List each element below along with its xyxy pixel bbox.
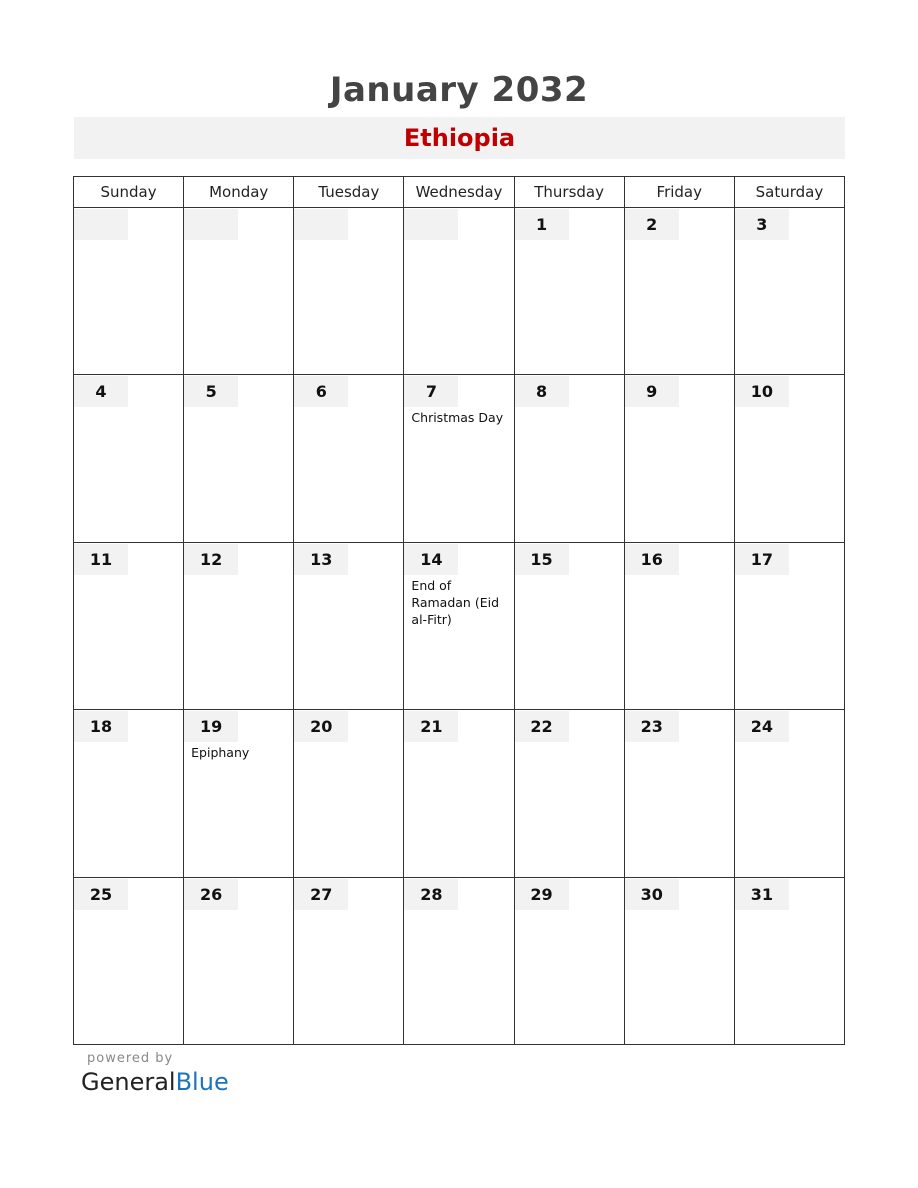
day-number — [404, 209, 458, 240]
day-cell — [294, 208, 404, 375]
day-number: 1 — [515, 209, 569, 240]
day-cell — [624, 710, 734, 877]
day-number: 9 — [625, 376, 679, 407]
day-cell — [404, 542, 514, 709]
day-cell — [404, 208, 514, 375]
week-row — [74, 877, 845, 1044]
day-cell — [624, 877, 734, 1044]
powered-by-label: powered by — [87, 1051, 174, 1066]
day-cell — [294, 375, 404, 542]
weekday-header: Monday — [184, 177, 294, 208]
holiday-label — [184, 575, 293, 577]
holiday-label — [625, 240, 734, 242]
day-number: 3 — [735, 209, 789, 240]
day-number: 10 — [735, 376, 789, 407]
calendar-title: January 2032 — [329, 70, 589, 110]
day-cell — [74, 710, 184, 877]
holiday-label — [735, 910, 844, 912]
day-number: 2 — [625, 209, 679, 240]
logo-text-general: General — [81, 1068, 176, 1096]
day-cell — [734, 542, 844, 709]
day-number: 12 — [184, 544, 238, 575]
holiday-label — [404, 910, 513, 912]
holiday-label — [294, 910, 403, 912]
weekday-header: Friday — [624, 177, 734, 208]
holiday-label — [294, 240, 403, 242]
calendar-grid — [73, 176, 845, 1045]
day-cell — [184, 208, 294, 375]
day-cell — [74, 208, 184, 375]
day-cell — [404, 710, 514, 877]
holiday-label: End of Ramadan (Eid al-Fitr) — [411, 577, 500, 627]
weekday-header: Sunday — [74, 177, 184, 208]
holiday-label — [515, 407, 624, 409]
day-number: 28 — [404, 879, 458, 910]
day-number: 21 — [404, 711, 458, 742]
day-number: 11 — [74, 544, 128, 575]
holiday-label — [184, 910, 293, 912]
holiday-label — [184, 407, 293, 409]
day-number: 26 — [184, 879, 238, 910]
holiday-label — [735, 407, 844, 409]
day-number — [74, 209, 128, 240]
day-cell — [184, 877, 294, 1044]
day-number: 6 — [294, 376, 348, 407]
generalblue-logo[interactable] — [81, 1068, 229, 1096]
day-number — [294, 209, 348, 240]
holiday-label — [74, 910, 183, 912]
logo-text-blue: Blue — [175, 1068, 229, 1096]
holiday-label — [735, 742, 844, 744]
country-name: Ethiopia — [403, 124, 516, 152]
weekday-header: Tuesday — [294, 177, 404, 208]
weekday-header: Thursday — [514, 177, 624, 208]
holiday-label: Christmas Day — [411, 410, 504, 426]
day-number: 22 — [515, 711, 569, 742]
holiday-label — [515, 910, 624, 912]
day-cell — [734, 710, 844, 877]
day-number: 23 — [625, 711, 679, 742]
day-number: 16 — [625, 544, 679, 575]
week-row — [74, 710, 845, 877]
holiday-label — [294, 407, 403, 409]
day-number — [184, 209, 238, 240]
week-row — [74, 542, 845, 709]
holiday-label — [74, 575, 183, 577]
holiday-label — [515, 575, 624, 577]
day-cell — [514, 542, 624, 709]
day-cell — [734, 375, 844, 542]
day-cell — [184, 375, 294, 542]
day-number: 7 — [404, 376, 458, 407]
country-banner — [74, 117, 845, 159]
day-number: 20 — [294, 711, 348, 742]
holiday-label — [735, 575, 844, 577]
day-number: 5 — [184, 376, 238, 407]
day-cell — [514, 375, 624, 542]
holiday-label — [184, 240, 293, 242]
weekday-header: Saturday — [734, 177, 844, 208]
day-cell — [514, 208, 624, 375]
day-cell — [294, 877, 404, 1044]
holiday-label — [735, 240, 844, 242]
day-number: 8 — [515, 376, 569, 407]
day-cell — [734, 877, 844, 1044]
holiday-label — [74, 742, 183, 744]
holiday-label — [294, 575, 403, 577]
day-cell — [404, 375, 514, 542]
day-number: 15 — [515, 544, 569, 575]
day-number: 19 — [184, 711, 238, 742]
holiday-label — [404, 240, 513, 242]
day-number: 24 — [735, 711, 789, 742]
day-cell — [734, 208, 844, 375]
day-number: 30 — [625, 879, 679, 910]
day-cell — [404, 877, 514, 1044]
day-cell — [624, 542, 734, 709]
weekday-header: Wednesday — [404, 177, 514, 208]
holiday-label: Epiphany — [191, 745, 250, 761]
holiday-label — [515, 742, 624, 744]
week-row — [74, 375, 845, 542]
day-cell — [514, 710, 624, 877]
day-cell — [624, 208, 734, 375]
day-number: 29 — [515, 879, 569, 910]
holiday-label — [74, 407, 183, 409]
holiday-label — [74, 240, 183, 242]
day-number: 13 — [294, 544, 348, 575]
holiday-label — [625, 910, 734, 912]
day-cell — [74, 877, 184, 1044]
day-cell — [184, 542, 294, 709]
holiday-label — [294, 742, 403, 744]
day-number: 31 — [735, 879, 789, 910]
day-number: 17 — [735, 544, 789, 575]
day-number: 18 — [74, 711, 128, 742]
holiday-label — [404, 742, 513, 744]
day-cell — [294, 542, 404, 709]
day-cell — [184, 710, 294, 877]
holiday-label — [515, 240, 624, 242]
holiday-label — [625, 575, 734, 577]
day-number: 4 — [74, 376, 128, 407]
holiday-label — [625, 407, 734, 409]
day-cell — [294, 710, 404, 877]
weekday-header-row — [74, 177, 845, 208]
day-number: 14 — [404, 544, 458, 575]
day-cell — [74, 542, 184, 709]
day-number: 27 — [294, 879, 348, 910]
day-number: 25 — [74, 879, 128, 910]
week-row — [74, 208, 845, 375]
day-cell — [514, 877, 624, 1044]
day-cell — [74, 375, 184, 542]
day-cell — [624, 375, 734, 542]
holiday-label — [625, 742, 734, 744]
